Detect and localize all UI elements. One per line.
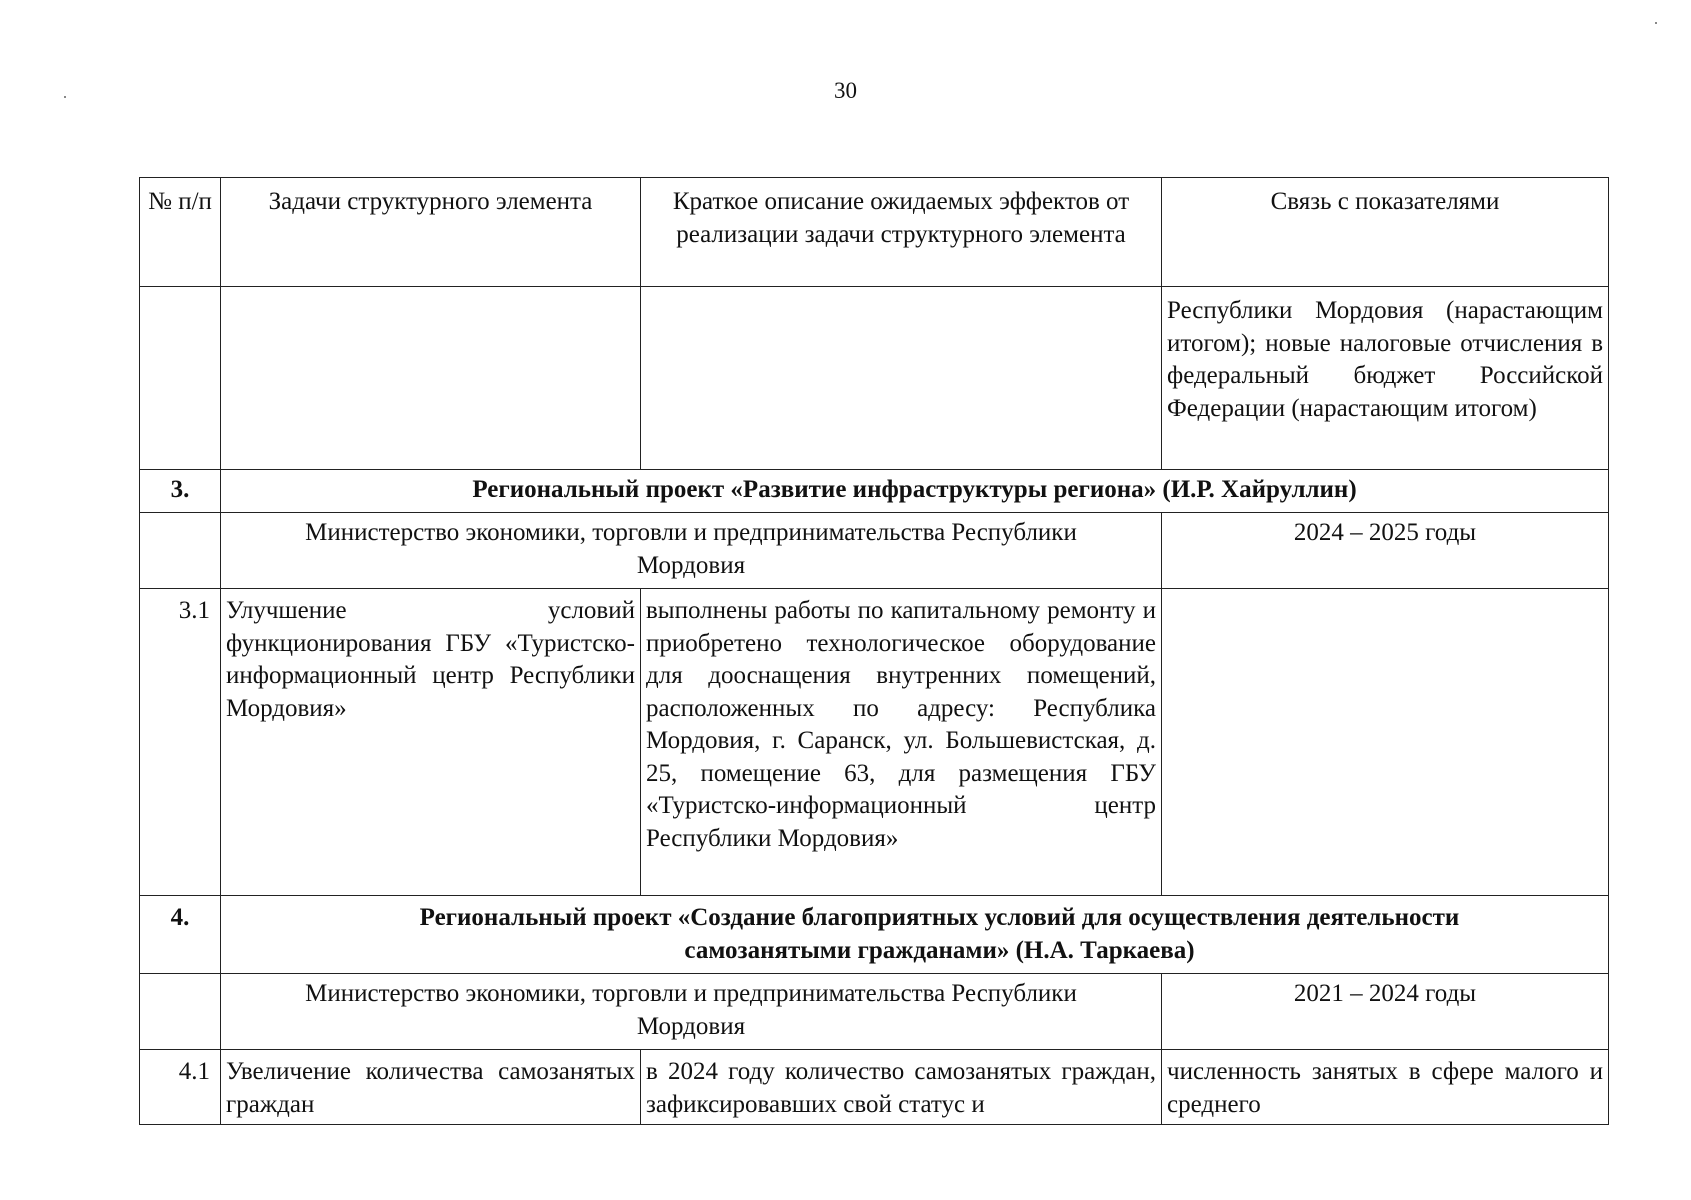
section-4-period: 2021 – 2024 годы — [1162, 974, 1609, 1050]
page-number: 30 — [834, 78, 857, 103]
section-4-ministry: Министерство экономики, торговли и предпринимательства Республики Мордовия — [221, 974, 1162, 1050]
row-3-1-num: 3.1 — [140, 589, 221, 896]
table-cell — [641, 287, 1162, 470]
table-cell — [140, 513, 221, 589]
row-3-1-task: Улучшение условий функционирования ГБУ «Туристско-информационный центр Республики Мордовия» — [221, 589, 641, 896]
section-4-row — [140, 896, 1609, 974]
section-4-title: Региональный проект «Создание благоприятных условий для осуществления деятельности самозанятыми гражданами» (Н.А. Таркаева) — [221, 896, 1609, 974]
section-3-title: Региональный проект «Развитие инфраструктуры региона» (И.Р. Хайруллин) — [221, 470, 1609, 513]
row-4-1-num: 4.1 — [140, 1050, 221, 1125]
table-row — [140, 1050, 1609, 1125]
table-row — [140, 589, 1609, 896]
section-3-period: 2024 – 2025 годы — [1162, 513, 1609, 589]
header-effects: Краткое описание ожидаемых эффектов от реализации задачи структурного элемента — [641, 178, 1162, 287]
header-indicators: Связь с показателями — [1162, 178, 1609, 287]
row-4-1-indicator: численность занятых в сфере малого и среднего — [1162, 1050, 1609, 1125]
header-tasks: Задачи структурного элемента — [221, 178, 641, 287]
row-3-1-indicator — [1162, 589, 1609, 896]
section-4-ministry-row — [140, 974, 1609, 1050]
row-4-1-task: Увеличение количества самозанятых граждан — [221, 1050, 641, 1125]
section-3-ministry: Министерство экономики, торговли и предпринимательства Республики Мордовия — [221, 513, 1162, 589]
table-cell — [140, 974, 221, 1050]
scan-dot — [64, 96, 66, 98]
row-4-1-effect: в 2024 году количество самозанятых граждан, зафиксировавших свой статус и — [641, 1050, 1162, 1125]
row-3-1-effect: выполнены работы по капитальному ремонту и приобретено технологическое оборудование для дооснащения внутренних помещений, расположенных по адресу: Республика Мордовия, г. Саранск, ул. Большевистская, д. 25, помещение 63, для размещения ГБУ «Туристско-информационный центр Республики Мордовия» — [641, 589, 1162, 896]
structural-elements-table — [139, 177, 1609, 1125]
section-3-num: 3. — [140, 470, 221, 513]
section-3-row — [140, 470, 1609, 513]
table-header-row — [140, 178, 1609, 287]
section-3-ministry-row — [140, 513, 1609, 589]
section-4-num: 4. — [140, 896, 221, 974]
scan-dot — [1655, 22, 1657, 24]
table-cell — [140, 287, 221, 470]
header-num: № п/п — [140, 178, 221, 287]
continuation-row — [140, 287, 1609, 470]
continuation-indicators: Республики Мордовия (нарастающим итогом); новые налоговые отчисления в федеральный бюджет Российской Федерации (нарастающим итогом) — [1162, 287, 1609, 470]
table-cell — [221, 287, 641, 470]
